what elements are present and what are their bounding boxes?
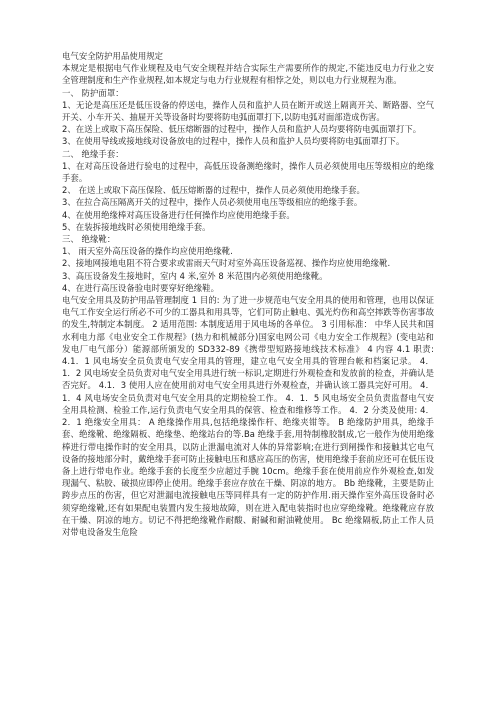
section-heading-face-shield: 一、 防护面罩： <box>62 87 124 98</box>
document-title: 电气安全防护用品使用规定 <box>62 51 164 61</box>
list-item: 2、接地网接地电阻不符合要求或雷雨天气时对室外高压设备巡视、操作均应使用绝缘靴. <box>62 258 391 269</box>
list-item: 1、 雨天室外高压设备的操作均应使用绝缘靴. <box>62 246 233 257</box>
intro-paragraph: 本规定是根据电气作业规程及电气安全规程并结合实际生产需要所作的规定,不能违反电力行业之安全管理制度和生产作业规程,如本规定与电力行业规程有相悖之处，则以电力行业规程为准。 <box>62 63 434 86</box>
document-page <box>62 50 434 538</box>
list-item: 4、在使用绝缘棒对高压设备进行任何操作均应使用绝缘手套。 <box>62 209 295 220</box>
list-item: 4、在进行高压设备验电时要穿好绝缘鞋。 <box>62 282 220 293</box>
list-item: 1、在对高压设备进行验电的过程中，高低压设备测绝缘时，操作人员必须使用电压等级相应的绝缘手套。 <box>62 160 434 184</box>
list-item: 5、在装拆接地线时必须使用绝缘手套。 <box>62 221 211 232</box>
list-item: 3、在使用导线或接地线对设备放电的过程中，操作人员和监护人员均要将防电弧面罩打下。 <box>62 136 405 147</box>
list-item: 2、 在送上或取下高压保险、低压熔断器的过程中，操作人员必须使用绝缘手套。 <box>62 185 365 196</box>
list-item: 3、在拉合高压隔离开关的过程中，操作人员必须使用电压等级相应的绝缘手套。 <box>62 197 363 208</box>
management-regulation-body: 电气安全用具及防护用品管理制度 1 目的: 为了进一步规范电气安全用具的使用和管理，也用以保证电气工作安全运行所必不可少的工器具和用具等，它们可防止触电、弧光灼伤和高空摔跌等伤害事故的发生,特制定本制度。 2 适用范围: 本制度适用于风电场的各单位。 3 引用标准： 中华人民共和国水利电力部《电业安全工作规程》(热力和机械部分)国家电网公司《电力安全工作规程》(变电站和发电厂电气部分）能源部所颁发的 SD332-89《携带型短路接地线技术标准》 4 内容 4.1 职责: 4.1．1 风电场安全员负责电气安全用具的管理，建立电气安全用具的管理台帐和档案记录。 4．1．2 风电场安全员负责对电气安全用具进行统一标识,定期进行外观检查和发放前的检查，并确认是否完好。 4.1．3 使用人应在使用前对电气安全用具进行外观检查，并确认该工器具完好可用。 4．1．4 风电场安全员负责对电气安全用具的定期检验工作。 4．1．5 风电场安全员负责监督电气安全用具检测、检验工作,运行负责电气安全用具的保管、检查和维修等工作。 4．2 分类及使用: 4．2．1 绝缘安全用具： A 绝缘操作用具,包括绝缘操作杆、绝缘夹钳等。 B 绝缘防护用具，绝缘手套、绝缘靴、绝缘隔板、绝缘垫、绝缘站台的等.Ba 绝缘手套,用特制橡胶制成,它一般作为使用绝缘棒进行带电操作时的安全用具，以防止泄漏电流对人体的异常影响;在进行到闸操作和接触其它电气设备的接地部分时，戴绝缘手套可防止接触电压和感应高压的伤害，使用绝缘手套前应还可在低压设备上进行带电作业。绝缘手套的长度至少应超过手腕 10cm。绝缘手套在使用前应作外观检查,如发现漏气、粘胶、破损应即停止使用。绝缘手套应存放在干燥、阴凉的地方。 Bb 绝缘靴，主要是防止跨步点压的伤害，但它对泄漏电流接触电压等同样具有一定的防护作用.雨天操作室外高压设备时必须穿绝缘靴,还有如果配电装置内发生接地故障，则在进入配电装指时也应穿绝缘靴。绝缘靴应存放在干燥、阴凉的地方。切记不得把绝缘靴作耐酸、耐碱和耐油靴使用。 Bc 绝缘隔板,防止工作人员对带电设备发生危险 <box>62 295 434 537</box>
list-item: 3、高压设备发生接地时，室内 4 米,室外 8 米范围内必须使用绝缘靴。 <box>62 270 328 281</box>
section-heading-gloves: 二、 绝缘手套： <box>62 148 124 159</box>
list-item: 2、在送上或取下高压保险、低压熔断器的过程中，操作人员和监护人员均要将防电弧面罩打下。 <box>62 124 422 135</box>
section-heading-boots: 三、 绝缘靴： <box>62 234 116 245</box>
list-item: 1、无论是高压还是低压设备的停送电，操作人员和监护人员在断开或送上隔离开关、断路器、空气开关、小车开关、抽屉开关等设备时均要将防电弧面罩打下,以防电弧对面部造成伤害。 <box>62 99 434 123</box>
